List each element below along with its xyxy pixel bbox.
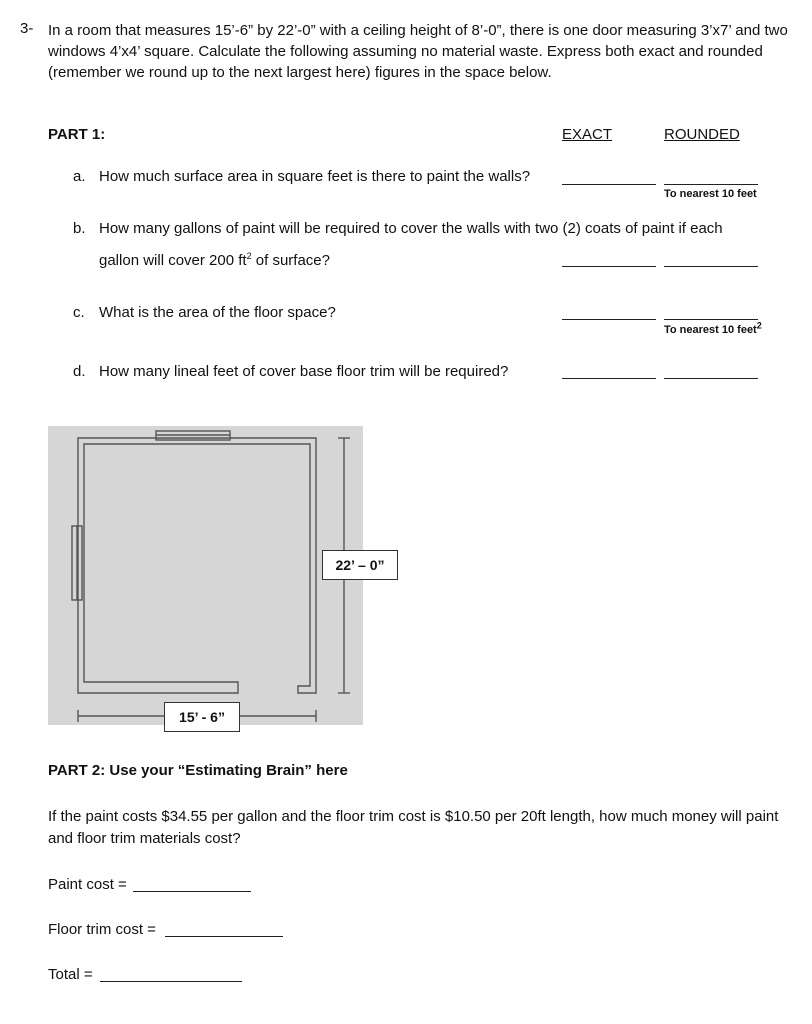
item-d-rounded-blank[interactable]	[664, 378, 758, 379]
item-c-letter: c.	[73, 304, 85, 321]
total-cost-label: Total =	[48, 966, 93, 983]
dimension-label-length: 22’ – 0”	[322, 550, 398, 580]
part2-question: If the paint costs $34.55 per gallon and the floor trim cost is $10.50 per 20ft length, how much money will paint and floor trim materials cost?	[48, 808, 779, 847]
dimension-label-width: 15’ - 6”	[164, 702, 240, 732]
item-b-rounded-blank[interactable]	[664, 266, 758, 267]
item-a-rounding-note: To nearest 10 feet	[664, 188, 757, 200]
outer-wall-outline	[78, 438, 316, 693]
part1-title: PART 1:	[48, 126, 106, 143]
item-a-exact-blank[interactable]	[562, 184, 656, 185]
item-c-question: What is the area of the floor space?	[99, 304, 336, 321]
item-b-exact-blank[interactable]	[562, 266, 656, 267]
floor-trim-cost-label: Floor trim cost =	[48, 921, 156, 938]
paint-cost-blank[interactable]	[133, 891, 251, 892]
item-c-exact-blank[interactable]	[562, 319, 656, 320]
item-b-letter: b.	[73, 220, 86, 237]
part2-title: PART 2: Use your “Estimating Brain” here	[48, 762, 348, 779]
item-a-question: How much surface area in square feet is there to paint the walls?	[99, 168, 531, 185]
floor-plan-diagram	[48, 426, 385, 725]
question-text: In a room that measures 15’-6” by 22’-0” with a ceiling height of 8’-0”, there is one door measuring 3’x7’ and two windows 4’x4’ square. Calculate the following assuming no material waste. Express both exact and rounded (remember we round up to the next largest here) figures in the space below.	[48, 22, 788, 81]
column-header-exact: EXACT	[562, 126, 613, 143]
item-c-rounding-note: To nearest 10 feet$^2$	[664, 320, 762, 336]
item-b-question-line2: gallon will cover 200 $ft^2$ of surface?	[99, 251, 330, 269]
item-d-letter: d.	[73, 363, 86, 380]
item-a-rounded-blank[interactable]	[664, 184, 758, 185]
item-b-question: How many gallons of paint will be required to cover the walls with two (2) coats of paint if each	[99, 220, 723, 237]
item-a-letter: a.	[73, 168, 86, 185]
item-d-question: How many lineal feet of cover base floor trim will be required?	[99, 363, 509, 380]
item-d-exact-blank[interactable]	[562, 378, 656, 379]
column-header-rounded: ROUNDED	[664, 126, 740, 143]
total-cost-blank[interactable]	[100, 981, 242, 982]
question-number: 3-	[20, 20, 34, 37]
item-c-rounded-blank[interactable]	[664, 319, 758, 320]
paint-cost-label: Paint cost =	[48, 876, 127, 893]
floor-plan-drawing	[48, 426, 363, 725]
floor-trim-cost-blank[interactable]	[165, 936, 283, 937]
